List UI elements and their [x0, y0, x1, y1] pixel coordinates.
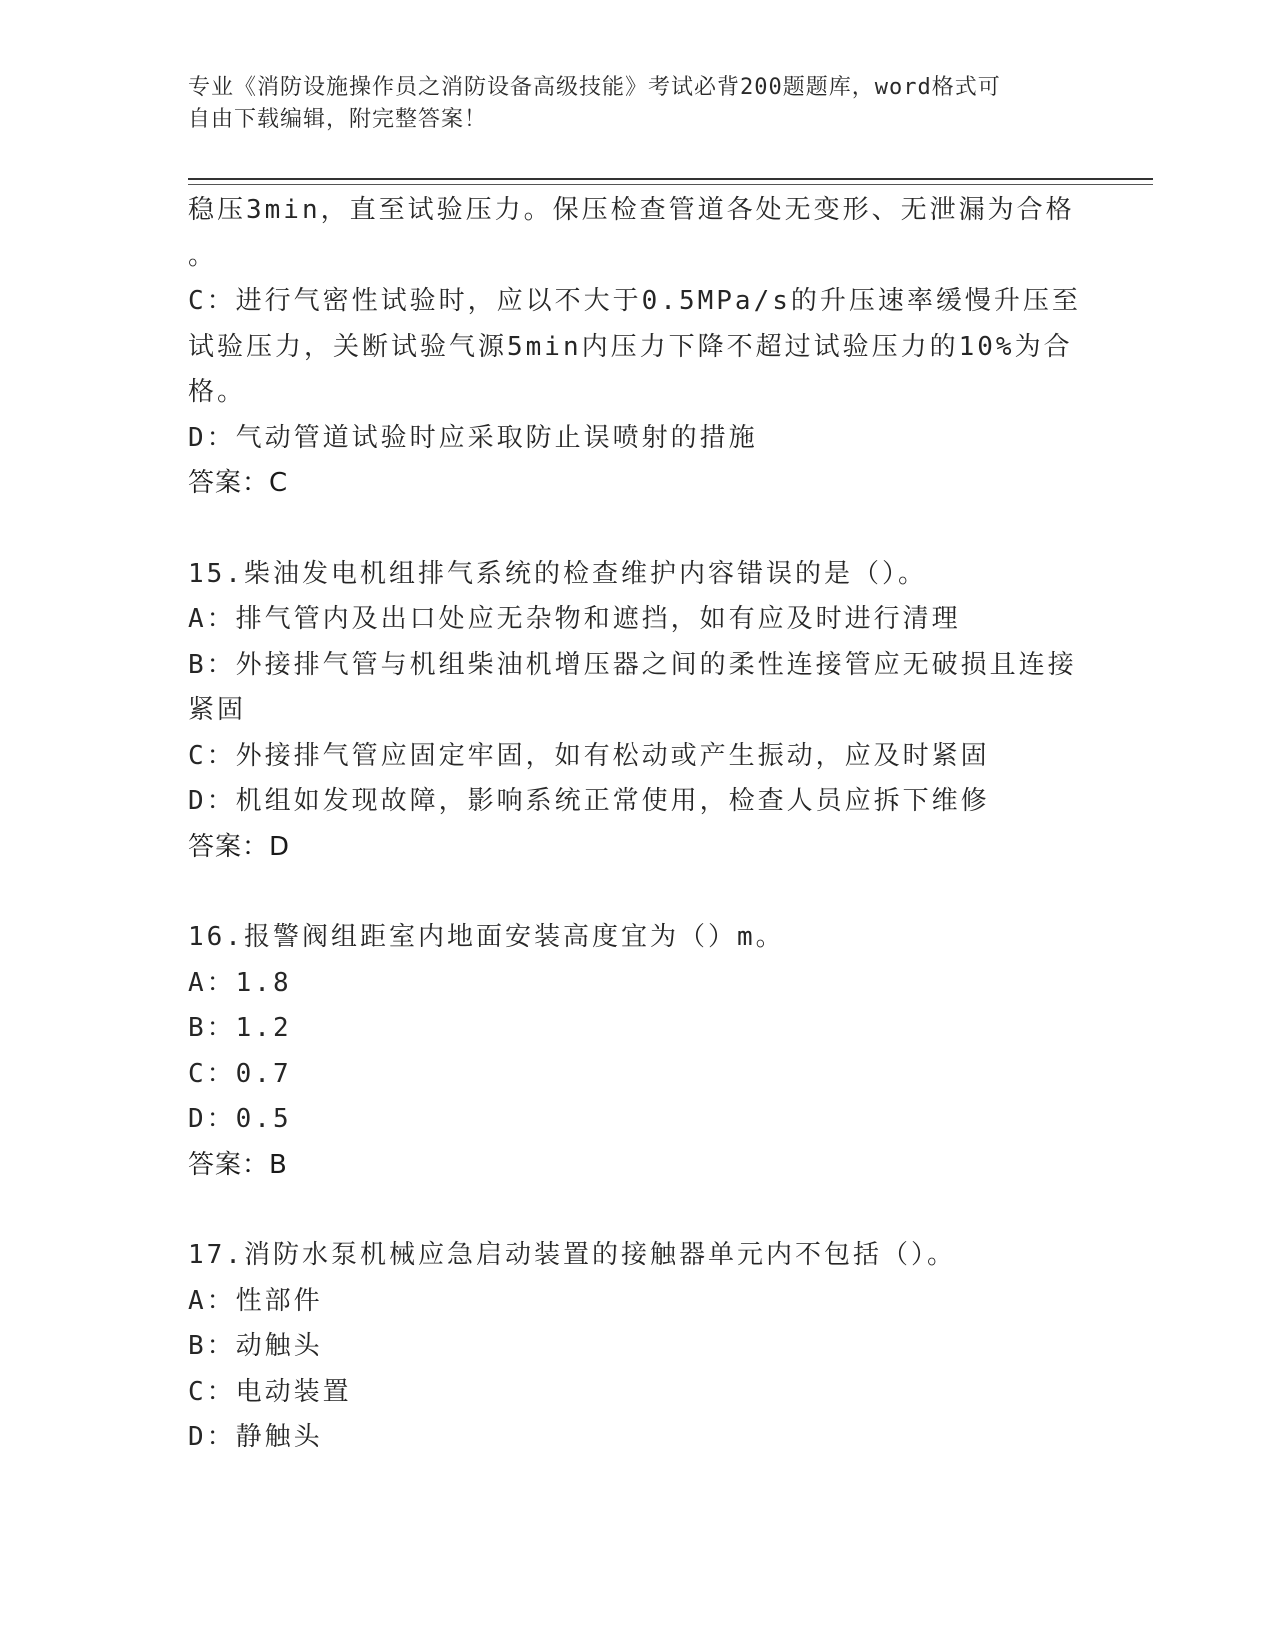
option-c-line-1: C：进行气密性试验时，应以不大于0.5MPa/s的升压速率缓慢升压至	[188, 286, 1081, 316]
spacer	[188, 870, 1088, 915]
option-d: D：0.5	[188, 1104, 292, 1134]
option-c: C：0.7	[188, 1058, 292, 1089]
question-continuation	[188, 188, 1088, 507]
option-a: A：1.8	[188, 967, 292, 998]
header-line-1: 专业《消防设施操作员之消防设备高级技能》考试必背200题题库，word格式可	[188, 75, 1001, 100]
answer: 答案：C	[188, 468, 289, 498]
header-line-2: 自由下载编辑，附完整答案！	[188, 107, 488, 132]
answer: 答案：B	[188, 1149, 288, 1180]
continuation-text-line-2: 。	[188, 240, 218, 271]
option-c-line-2: 试验压力，关断试验气源5min内压力下降不超过试验压力的10%为合	[188, 331, 1073, 362]
question-stem: 17.消防水泵机械应急启动装置的接触器单元内不包括（）。	[188, 1240, 956, 1270]
question-16	[188, 915, 1088, 1188]
option-b: B：1.2	[188, 1013, 292, 1043]
option-b: B：动触头	[188, 1331, 323, 1361]
question-stem: 16.报警阀组距室内地面安装高度宜为（）m。	[188, 922, 785, 952]
question-17	[188, 1233, 1088, 1461]
question-15	[188, 552, 1088, 871]
header-divider-thin	[188, 184, 1153, 185]
option-b-line-1: B：外接排气管与机组柴油机增压器之间的柔性连接管应无破损且连接	[188, 649, 1077, 680]
spacer	[188, 507, 1088, 552]
option-a: A：排气管内及出口处应无杂物和遮挡，如有应及时进行清理	[188, 604, 961, 634]
question-stem: 15.柴油发电机组排气系统的检查维护内容错误的是（）。	[188, 558, 927, 589]
option-b-line-2: 紧固	[188, 695, 247, 725]
option-d: D：气动管道试验时应采取防止误喷射的措施	[188, 422, 758, 453]
option-d: D：静触头	[188, 1422, 323, 1452]
spacer	[188, 1188, 1088, 1233]
option-a: A：性部件	[188, 1285, 323, 1316]
continuation-text-line-1: 稳压3min，直至试验压力。保压检查管道各处无变形、无泄漏为合格	[188, 195, 1075, 225]
option-c-line-3: 格。	[188, 377, 247, 407]
answer: 答案：D	[188, 831, 291, 862]
document-header	[188, 72, 1068, 136]
document-body	[188, 188, 1088, 1461]
option-d: D：机组如发现故障，影响系统正常使用，检查人员应拆下维修	[188, 786, 990, 816]
option-c: C：外接排气管应固定牢固，如有松动或产生振动，应及时紧固	[188, 740, 990, 771]
header-divider-thick	[188, 178, 1153, 180]
option-c: C：电动装置	[188, 1376, 352, 1407]
